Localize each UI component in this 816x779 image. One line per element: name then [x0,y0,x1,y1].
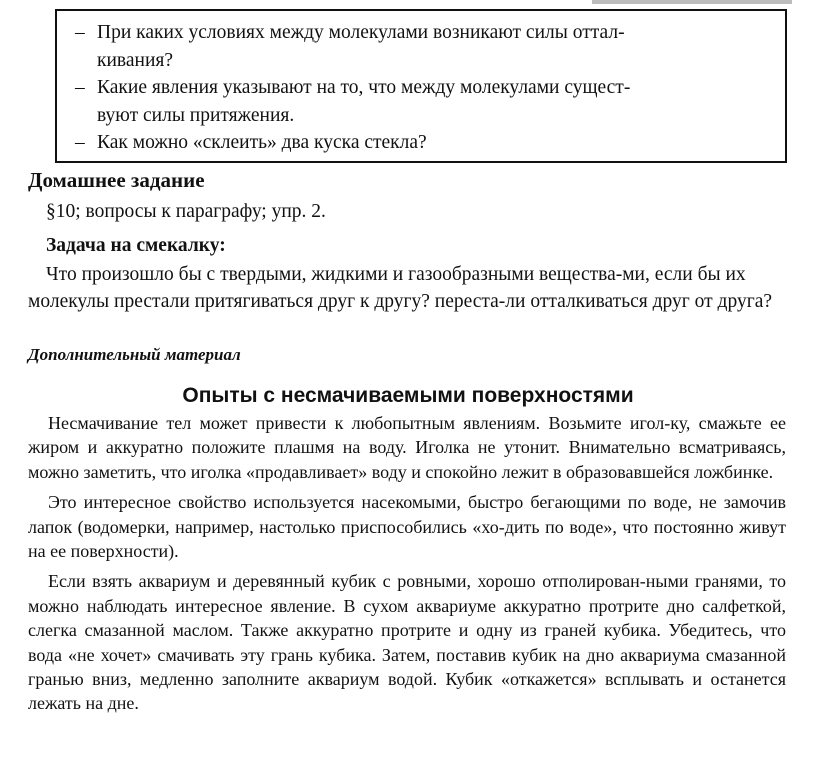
question-text: Какие явления указывают на то, что между молекулами сущест- [97,77,631,98]
question-text: При каких условиях между молекулами возникают силы оттал- [97,22,625,43]
homework-text: §10; вопросы к параграфу; упр. 2. [46,201,326,222]
dash-mark: – [75,132,85,153]
extra-material-title: Дополнительный материал [28,345,241,364]
question-text: Как можно «склеить» два куска стекла? [97,132,427,153]
questions-box [55,9,787,163]
dash-mark: – [75,77,85,98]
article-body [28,411,786,722]
article-title: Опыты с несмачиваемыми поверхностями [182,384,634,407]
article-paragraph: Если взять аквариум и деревянный кубик с ровными, хорошо отполирован-ными гранями, то можно наблюдать интересное явление. В сухом аквариуме аккуратно протрите дно салфеткой, слегка смазанной маслом. Также аккуратно протрите и одну из граней кубика. Убедитесь, что вода «не хочет» смачивать эту грань кубика. Затем, поставив кубик на дно аквариума смазанной гранью вниз, медленно заполните аквариум водой. Кубик «откажется» всплывать и останется лежать на дне. [28,571,786,714]
article-paragraph: Несмачивание тел может привести к любопытным явлениям. Возьмите игол-ку, смажьте ее жиром и аккуратно положите плашмя на воду. Иголка не утонит. Внимательно всматриваясь, можно заметить, что иголка «продавливает» воду и спокойно лежит в образовавшейся ложбинке. [28,413,786,482]
question-item [75,129,775,157]
riddle-text: Что произошло бы с твердыми, жидкими и газообразными вещества-ми, если бы их молекулы престали притягиваться друг к другу? переста-ли отталкиваться друг от друга? [28,264,772,312]
dash-mark: – [75,22,85,43]
question-item [75,19,775,74]
article-paragraph: Это интересное свойство используется насекомыми, быстро бегающими по воде, не замочив лапок (водомерки, например, настолько приспособились «хо-дить по воде», что постоянно живут на ее поверхности). [28,492,786,562]
homework-title: Домашнее задание [28,168,205,192]
riddle-title: Задача на смекалку: [46,235,226,256]
top-edge-bar [592,0,792,4]
question-item [75,74,775,129]
question-text-cont: кивания? [97,49,174,71]
question-text-cont: вуют силы притяжения. [97,104,295,126]
